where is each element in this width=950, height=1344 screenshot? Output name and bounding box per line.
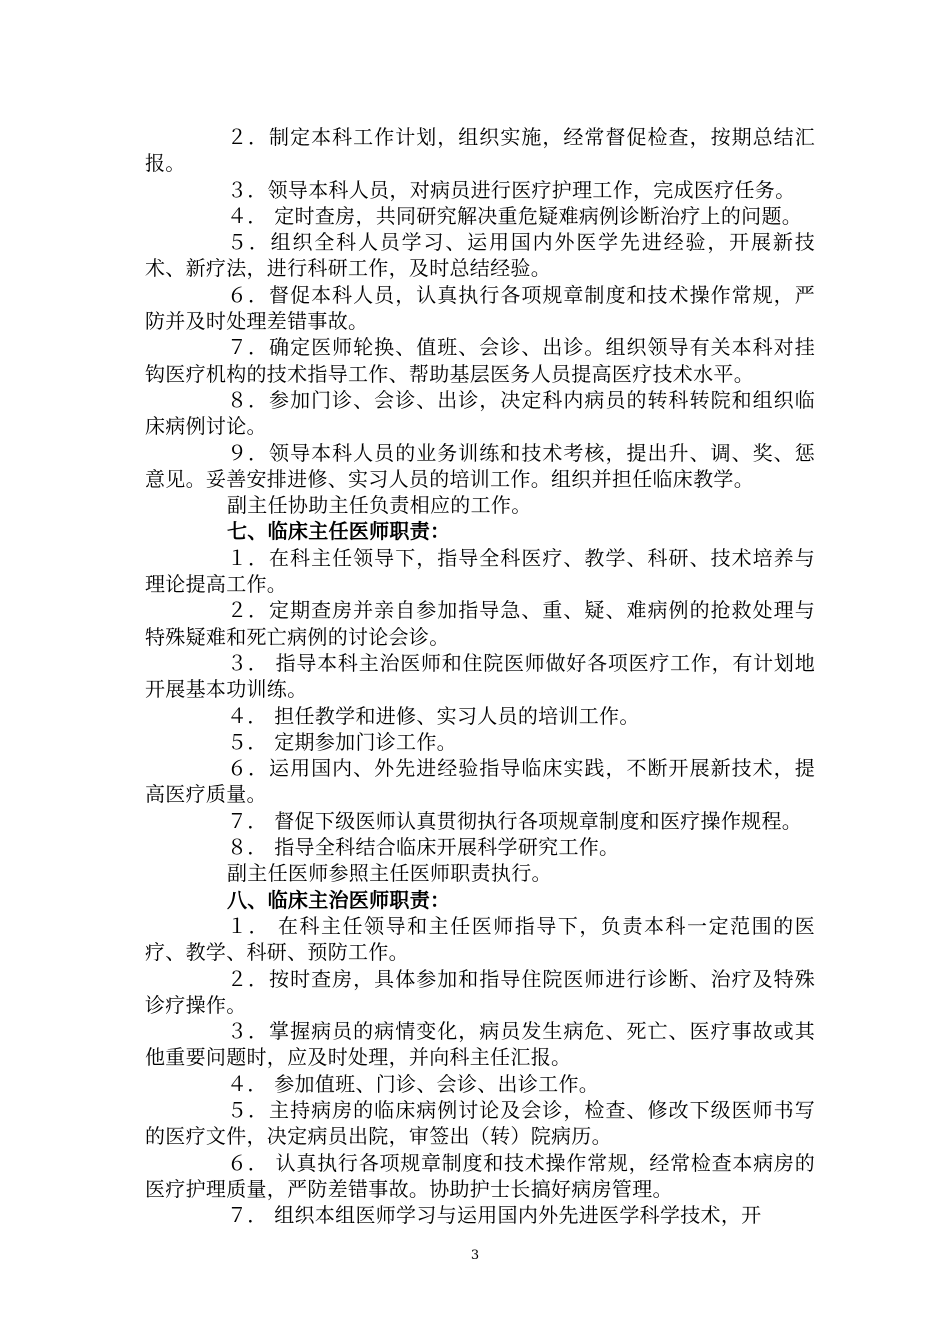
duty-item: ７． 组织本组医师学习与运用国内外先进医学科学技术，开 (227, 1203, 762, 1228)
section-heading: 八、临床主治医师职责： (227, 887, 451, 912)
duty-item: ２．制定本科工作计划，组织实施，经常督促检查，按期总结汇报。 (145, 125, 815, 176)
duty-item: ５．组织全科人员学习、运用国内外医学先进经验，开展新技术、新疗法，进行科研工作，及时总结经验。 (145, 230, 815, 281)
duty-item: ７．确定医师轮换、值班、会诊、出诊。组织领导有关本科对挂钩医疗机构的技术指导工作、帮助基层医务人员提高医疗技术水平。 (145, 335, 815, 386)
duty-item: ３．领导本科人员，对病员进行医疗护理工作，完成医疗任务。 (227, 177, 796, 202)
duty-item: ９．领导本科人员的业务训练和技术考核，提出升、调、奖、惩意见。妥善安排进修、实习人员的培训工作。组织并担任临床教学。 (145, 440, 815, 491)
duty-item: ４． 参加值班、门诊、会诊、出诊工作。 (227, 1071, 600, 1096)
duty-item: ４． 担任教学和进修、实习人员的培训工作。 (227, 703, 640, 728)
duty-item: ３．掌握病员的病情变化，病员发生病危、死亡、医疗事故或其他重要问题时，应及时处理，并向科主任汇报。 (145, 1019, 815, 1070)
duty-item: ８． 指导全科结合临床开展科学研究工作。 (227, 835, 620, 860)
duty-item: ７． 督促下级医师认真贯彻执行各项规章制度和医疗操作规程。 (227, 808, 803, 833)
duty-item: ２．按时查房，具体参加和指导住院医师进行诊断、治疗及特殊诊疗操作。 (145, 966, 815, 1017)
section-heading: 七、临床主任医师职责： (227, 519, 451, 544)
note-line: 副主任医师参照主任医师职责执行。 (227, 861, 552, 886)
duty-item: ３． 指导本科主治医师和住院医师做好各项医疗工作，有计划地开展基本功训练。 (145, 650, 815, 702)
duty-item: １．在科主任领导下，指导全科医疗、教学、科研、技术培养与理论提高工作。 (145, 545, 815, 597)
duty-item: ５． 定期参加门诊工作。 (227, 729, 457, 754)
duty-item: ６． 认真执行各项规章制度和技术操作常规，经常检查本病房的医疗护理质量，严防差错事故。协助护士长搞好病房管理。 (145, 1150, 815, 1201)
duty-item: ６．督促本科人员，认真执行各项规章制度和技术操作常规，严防并及时处理差错事故。 (145, 282, 815, 334)
page-number: 3 (470, 1248, 480, 1263)
duty-item: ４． 定时查房，共同研究解决重危疑难病例诊断治疗上的问题。 (227, 203, 803, 228)
duty-item: ８．参加门诊、会诊、出诊，决定科内病员的转科转院和组织临床病例讨论。 (145, 387, 815, 439)
note-line: 副主任协助主任负责相应的工作。 (227, 493, 532, 518)
duty-item: ６．运用国内、外先进经验指导临床实践，不断开展新技术，提高医疗质量。 (145, 756, 815, 807)
document-body (145, 124, 815, 1228)
duty-item: １． 在科主任领导和主任医师指导下，负责本科一定范围的医疗、教学、科研、预防工作。 (145, 913, 815, 965)
duty-item: ５．主持病房的临床病例讨论及会诊，检查、修改下级医师书写的医疗文件，决定病员出院，审签出（转）院病历。 (145, 1097, 815, 1149)
duty-item: ２．定期查房并亲自参加指导急、重、疑、难病例的抢救处理与特殊疑难和死亡病例的讨论会诊。 (145, 598, 815, 649)
